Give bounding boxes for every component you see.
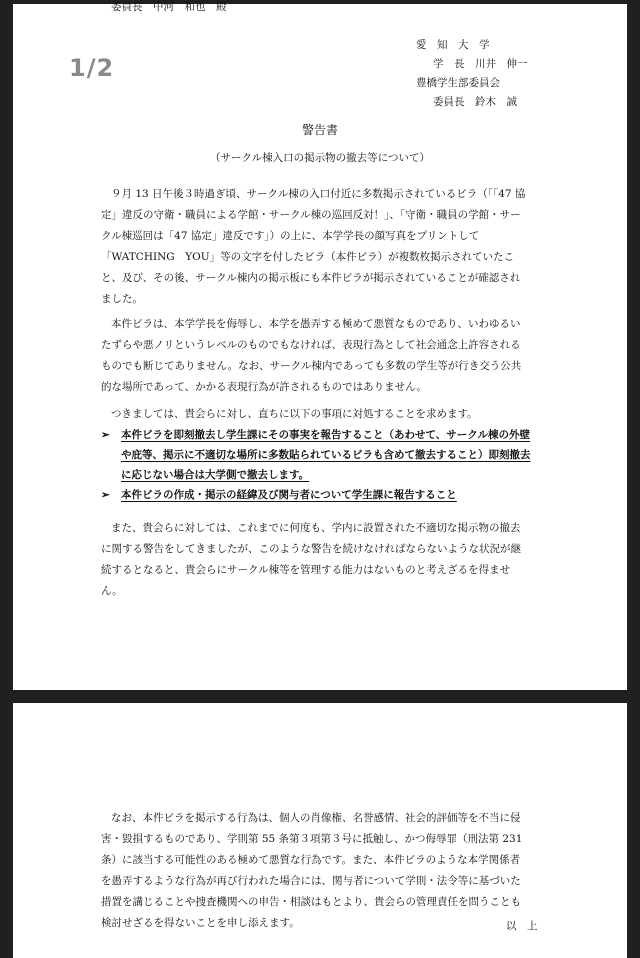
closing-remark: 以 上 [506, 920, 538, 932]
paragraph-5 [101, 808, 541, 934]
bullet-line: に応じない場合は大学側で撤去します。 [121, 469, 310, 481]
bullet-list [101, 425, 551, 505]
bullet-item-2 [101, 485, 551, 505]
paragraph-line: 続するとなると、貴会らにサークル棟等を管理する能力はないものと考えざるを得ませ [101, 564, 511, 576]
paragraph-line: 本件ビラは、本学学長を侮辱し、本学を愚弄する極めて悪質なものであり、いわゆるい [111, 318, 521, 330]
paragraph-line: つきましては、貴会らに対し、直ちに以下の事項に対処することを求めます。 [111, 408, 478, 420]
paragraph-1 [101, 184, 541, 310]
sender-chair: 委員長 鈴木 誠 [433, 96, 517, 108]
bullet-line: や庇等、掲示に不適切な場所に多数貼られているビラも含めて撤去すること）即刻撤去 [121, 449, 531, 461]
bullet-arrow-icon: ➢ [101, 489, 110, 501]
paragraph-line: を愚弄するような行為が再び行われた場合には、関与者について学則・法令等に基づいた [101, 875, 521, 887]
document-title: 警告書 [301, 123, 338, 137]
paragraph-line: ん。 [101, 585, 123, 597]
paragraph-line: なお、本件ビラを掲示する行為は、個人の肖像権、名誉感情、社会的評価等を不当に侵 [111, 812, 521, 824]
addressee-line: 委員長 中河 和也 殿 [111, 1, 227, 13]
document-page-1 [13, 1, 627, 690]
paragraph-line: クル棟巡回は「47 協定」違反です」）の上に、本学学長の顔写真をプリントして [101, 230, 480, 242]
paragraph-line: また、貴会らに対しては、これまでに何度も、学内に設置された不適切な掲示物の撤去 [111, 522, 521, 534]
paragraph-line: ものでも断じてありません。なお、サークル棟内であっても多数の学生等が行き交う公共 [101, 360, 522, 372]
paragraph-line: ９月 13 日午後３時過ぎ頃、サークル棟の入口付近に多数掲示されているビラ（「「47 協 [111, 188, 526, 200]
paragraph-line: たずらや悪ノリというレベルのものでもなければ、表現行為として社会通念上許容される [101, 339, 521, 351]
page-indicator: 1/2 [69, 54, 115, 82]
bullet-line: 本件ビラを即刻撤去し学生課にその事実を報告すること（あわせて、サークル棟の外壁 [121, 429, 530, 441]
paragraph-line: と、及び、その後、サークル棟内の掲示板にも本件ビラが掲示されていることが確認され [101, 272, 521, 284]
paragraph-line: ました。 [101, 293, 143, 305]
paragraph-4 [101, 518, 541, 602]
paragraph-3 [101, 404, 541, 425]
paragraph-line: 措置を講じることや捜査機関への申告・相談はもとより、貴会らの管理責任を問うことも [101, 896, 521, 908]
bullet-item-1 [101, 425, 551, 485]
paragraph-line: 定」違反の守衛・職員による学館・サークル棟の巡回反対！」、「守衛・職員の学館・サー [101, 209, 521, 221]
paragraph-line: に関する警告をしてきましたが、このような警告を続けなければならないような状況が継 [101, 543, 521, 555]
paragraph-line: 検討せざるを得ないことを申し添えます。 [101, 917, 300, 929]
paragraph-line: 的な場所であって、かかる表現行為が許されるものではありません。 [101, 381, 427, 393]
bullet-line: 本件ビラの作成・掲示の経緯及び関与者について学生課に報告すること [121, 489, 457, 501]
sender-university: 愛 知 大 学 [416, 39, 490, 51]
sender-president: 学 長 川井 伸一 [433, 58, 528, 70]
paragraph-line: 条）に該当する可能性のある極めて悪質な行為です。また、本件ビラのような本学関係者 [101, 854, 521, 866]
document-page-2 [13, 703, 627, 958]
paragraph-line: 「WATCHING YOU」等の文字を付したビラ（本件ビラ）が複数枚掲示されていたこ [101, 251, 515, 263]
document-subtitle: （サークル棟入口の掲示物の撤去等について） [210, 152, 430, 164]
sender-committee: 豊橋学生部委員会 [416, 77, 500, 89]
paragraph-2 [101, 314, 541, 398]
bullet-arrow-icon: ➢ [101, 429, 110, 441]
paragraph-line: 害・毀損するものであり、学則第 55 条第３項第３号に抵触し、かつ侮辱罪（刑法第 231 [101, 833, 523, 845]
